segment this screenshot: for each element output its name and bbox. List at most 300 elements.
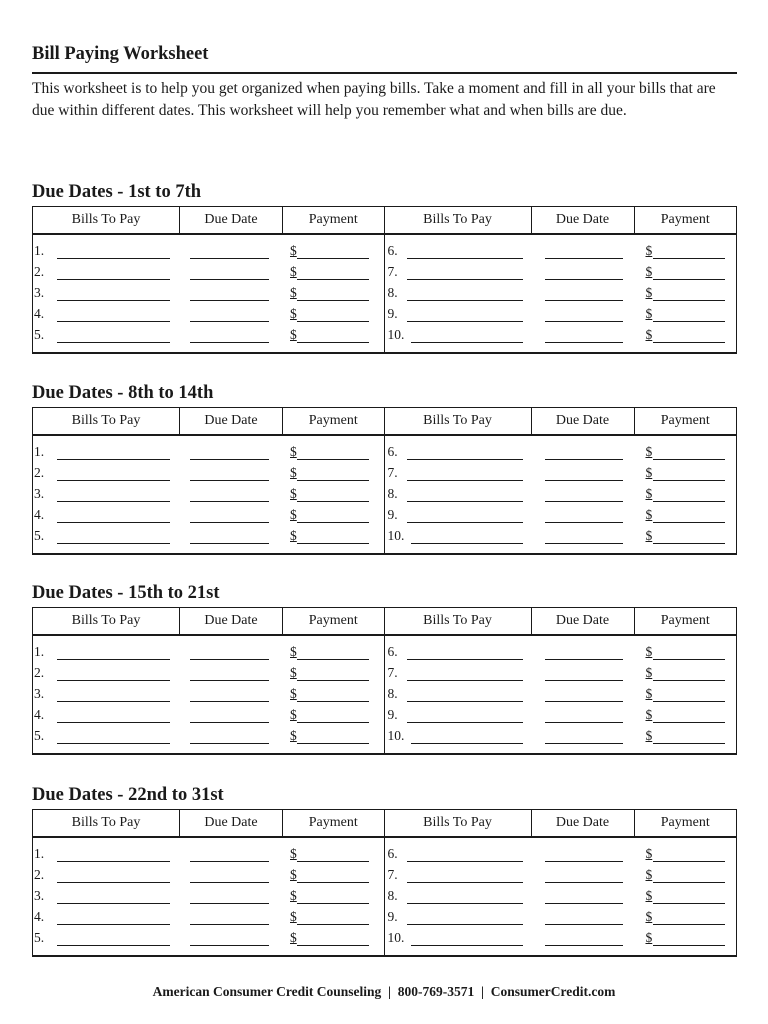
dollar-sign: $ — [290, 728, 297, 743]
bill-name-field[interactable] — [57, 459, 170, 460]
bill-name-field[interactable] — [407, 501, 523, 502]
row-number: 10. — [387, 327, 405, 342]
column-header-payment: Payment — [634, 810, 737, 836]
table-row — [33, 906, 384, 927]
table-row — [33, 864, 384, 885]
column-header-bills: Bills To Pay — [423, 613, 492, 628]
bill-name-field[interactable] — [57, 680, 170, 681]
table-row — [33, 261, 384, 282]
payment-amount-field[interactable] — [297, 924, 369, 925]
payment-amount-field[interactable] — [653, 701, 725, 702]
right-column-group — [385, 810, 737, 955]
payment-amount-field[interactable] — [297, 861, 369, 862]
dollar-sign: $ — [645, 888, 653, 903]
dollar-sign: $ — [290, 306, 297, 321]
bill-name-field[interactable] — [411, 543, 523, 544]
bill-name-field[interactable] — [57, 924, 170, 925]
row-number: 7. — [387, 264, 398, 279]
table-rows — [385, 838, 737, 948]
row-number: 6. — [387, 644, 398, 659]
due-date-field[interactable] — [545, 258, 623, 259]
row-number: 1. — [34, 644, 45, 659]
bill-name-field[interactable] — [57, 543, 170, 544]
row-number: 10. — [387, 528, 405, 543]
table-row — [385, 927, 737, 948]
row-number: 5. — [34, 327, 45, 342]
dollar-sign: $ — [290, 909, 297, 924]
column-header-bills: Bills To Pay — [423, 413, 492, 428]
row-number: 1. — [34, 243, 45, 258]
column-header-payment: Payment — [634, 608, 737, 634]
payment-amount-field[interactable] — [653, 861, 725, 862]
table-row — [33, 662, 384, 683]
table-row — [33, 704, 384, 725]
due-date-field[interactable] — [190, 342, 269, 343]
bill-name-field[interactable] — [407, 321, 523, 322]
table-row — [385, 483, 737, 504]
table-row — [33, 843, 384, 864]
bill-name-field[interactable] — [57, 722, 170, 723]
due-date-field[interactable] — [545, 480, 623, 481]
dollar-sign: $ — [645, 686, 653, 701]
payment-amount-field[interactable] — [297, 501, 369, 502]
column-header-bills: Bills To Pay — [71, 212, 141, 227]
footer — [0, 984, 768, 1000]
page-title: Bill Paying Worksheet — [32, 44, 209, 64]
bill-name-field[interactable] — [57, 342, 170, 343]
dollar-sign: $ — [290, 285, 297, 300]
due-date-field[interactable] — [545, 903, 623, 904]
table-row — [33, 441, 384, 462]
dollar-sign: $ — [290, 444, 297, 459]
due-date-field[interactable] — [545, 300, 623, 301]
row-number: 1. — [34, 444, 45, 459]
row-number: 4. — [34, 306, 45, 321]
payment-amount-field[interactable] — [653, 543, 725, 544]
right-column-group — [385, 207, 737, 352]
bills-table — [32, 809, 737, 957]
intro-text: This worksheet is to help you get organized when paying bills. Take a moment and fill in all your bills that are due within different dates. This worksheet will help you remember what and when bills are due. — [32, 80, 716, 119]
due-date-field[interactable] — [190, 743, 269, 744]
dollar-sign: $ — [645, 264, 653, 279]
table-header-row — [385, 810, 737, 838]
payment-amount-field[interactable] — [297, 882, 369, 883]
dollar-sign: $ — [290, 707, 297, 722]
due-date-field[interactable] — [190, 459, 269, 460]
due-dates-section — [32, 579, 737, 755]
bill-name-field[interactable] — [57, 861, 170, 862]
due-dates-section — [32, 781, 737, 957]
payment-amount-field[interactable] — [297, 342, 369, 343]
bills-table — [32, 407, 737, 555]
bill-name-field[interactable] — [411, 342, 523, 343]
row-number: 3. — [34, 486, 45, 501]
payment-amount-field[interactable] — [653, 522, 725, 523]
bill-name-field[interactable] — [407, 522, 523, 523]
row-number: 7. — [387, 465, 398, 480]
row-number: 9. — [387, 707, 398, 722]
table-rows — [385, 436, 737, 546]
row-number: 6. — [387, 444, 398, 459]
row-number: 6. — [387, 243, 398, 258]
bills-table — [32, 607, 737, 755]
dollar-sign: $ — [645, 707, 653, 722]
left-column-group — [33, 408, 385, 553]
payment-amount-field[interactable] — [297, 543, 369, 544]
dollar-sign: $ — [645, 507, 653, 522]
table-row — [385, 683, 737, 704]
row-number: 3. — [34, 888, 45, 903]
bill-name-field[interactable] — [57, 501, 170, 502]
due-date-field[interactable] — [545, 924, 623, 925]
due-date-field[interactable] — [545, 861, 623, 862]
due-date-field[interactable] — [545, 680, 623, 681]
dollar-sign: $ — [290, 486, 297, 501]
payment-amount-field[interactable] — [297, 903, 369, 904]
column-header-due-date: Due Date — [179, 608, 282, 634]
row-number: 4. — [34, 909, 45, 924]
due-date-field[interactable] — [545, 459, 623, 460]
column-header-due-date: Due Date — [179, 207, 282, 233]
due-date-field[interactable] — [545, 945, 623, 946]
table-row — [385, 324, 737, 345]
row-number: 10. — [387, 728, 405, 743]
payment-amount-field[interactable] — [297, 945, 369, 946]
table-row — [33, 683, 384, 704]
due-date-field[interactable] — [190, 861, 269, 862]
table-row — [385, 906, 737, 927]
due-date-field[interactable] — [190, 701, 269, 702]
bill-name-field[interactable] — [57, 258, 170, 259]
table-header-row — [33, 408, 384, 436]
dollar-sign: $ — [290, 930, 297, 945]
bill-name-field[interactable] — [411, 945, 523, 946]
dollar-sign: $ — [645, 486, 653, 501]
bill-name-field[interactable] — [407, 300, 523, 301]
dollar-sign: $ — [645, 306, 653, 321]
due-date-field[interactable] — [190, 945, 269, 946]
row-number: 8. — [387, 285, 398, 300]
due-date-field[interactable] — [545, 722, 623, 723]
payment-amount-field[interactable] — [297, 701, 369, 702]
due-date-field[interactable] — [545, 342, 623, 343]
row-number: 8. — [387, 686, 398, 701]
bill-name-field[interactable] — [407, 903, 523, 904]
due-date-field[interactable] — [190, 300, 269, 301]
table-row — [385, 240, 737, 261]
dollar-sign: $ — [645, 327, 653, 342]
dollar-sign: $ — [290, 665, 297, 680]
column-header-due-date: Due Date — [531, 608, 634, 634]
bill-name-field[interactable] — [407, 924, 523, 925]
row-number: 5. — [34, 528, 45, 543]
left-column-group — [33, 207, 385, 352]
due-date-field[interactable] — [190, 480, 269, 481]
column-header-bills: Bills To Pay — [423, 212, 492, 227]
bill-name-field[interactable] — [57, 480, 170, 481]
table-row — [385, 462, 737, 483]
payment-amount-field[interactable] — [653, 743, 725, 744]
table-row — [385, 261, 737, 282]
section-heading: Due Dates - 22nd to 31st — [32, 785, 224, 805]
bill-name-field[interactable] — [57, 321, 170, 322]
bills-table — [32, 206, 737, 354]
payment-amount-field[interactable] — [297, 743, 369, 744]
due-date-field[interactable] — [190, 258, 269, 259]
due-date-field[interactable] — [545, 321, 623, 322]
payment-amount-field[interactable] — [297, 522, 369, 523]
dollar-sign: $ — [645, 846, 653, 861]
title-rule — [32, 72, 737, 74]
table-row — [33, 462, 384, 483]
dollar-sign: $ — [290, 644, 297, 659]
column-header-bills: Bills To Pay — [71, 815, 141, 830]
bill-name-field[interactable] — [411, 743, 523, 744]
bill-name-field[interactable] — [407, 861, 523, 862]
payment-amount-field[interactable] — [653, 722, 725, 723]
column-header-due-date: Due Date — [531, 408, 634, 434]
row-number: 7. — [387, 665, 398, 680]
due-date-field[interactable] — [190, 522, 269, 523]
row-number: 2. — [34, 665, 45, 680]
dollar-sign: $ — [645, 665, 653, 680]
payment-amount-field[interactable] — [653, 300, 725, 301]
table-row — [385, 641, 737, 662]
bill-name-field[interactable] — [57, 903, 170, 904]
dollar-sign: $ — [645, 867, 653, 882]
payment-amount-field[interactable] — [297, 321, 369, 322]
row-number: 3. — [34, 285, 45, 300]
table-header-row — [33, 608, 384, 636]
row-number: 5. — [34, 728, 45, 743]
table-header-row — [385, 608, 737, 636]
dollar-sign: $ — [645, 644, 653, 659]
bill-name-field[interactable] — [57, 659, 170, 660]
table-row — [33, 725, 384, 746]
dollar-sign: $ — [645, 243, 653, 258]
bill-name-field[interactable] — [407, 659, 523, 660]
row-number: 2. — [34, 465, 45, 480]
due-date-field[interactable] — [190, 543, 269, 544]
payment-amount-field[interactable] — [653, 480, 725, 481]
due-date-field[interactable] — [190, 924, 269, 925]
footer-company: American Consumer Credit Counseling — [152, 984, 382, 999]
bill-name-field[interactable] — [57, 701, 170, 702]
column-header-payment: Payment — [282, 608, 384, 634]
table-header-row — [385, 408, 737, 436]
dollar-sign: $ — [645, 528, 653, 543]
table-row — [33, 927, 384, 948]
due-date-field[interactable] — [190, 501, 269, 502]
dollar-sign: $ — [290, 528, 297, 543]
section-heading: Due Dates - 1st to 7th — [32, 182, 202, 202]
table-row — [385, 704, 737, 725]
table-row — [385, 504, 737, 525]
table-row — [33, 240, 384, 261]
payment-amount-field[interactable] — [297, 300, 369, 301]
column-header-due-date: Due Date — [531, 207, 634, 233]
payment-amount-field[interactable] — [653, 659, 725, 660]
right-column-group — [385, 408, 737, 553]
row-number: 1. — [34, 846, 45, 861]
column-header-bills: Bills To Pay — [71, 613, 141, 628]
bill-name-field[interactable] — [407, 882, 523, 883]
due-date-field[interactable] — [190, 680, 269, 681]
due-date-field[interactable] — [545, 882, 623, 883]
row-number: 4. — [34, 507, 45, 522]
column-header-due-date: Due Date — [179, 810, 282, 836]
due-date-field[interactable] — [545, 659, 623, 660]
table-row — [33, 303, 384, 324]
due-date-field[interactable] — [545, 501, 623, 502]
table-row — [385, 843, 737, 864]
bill-name-field[interactable] — [407, 480, 523, 481]
row-number: 4. — [34, 707, 45, 722]
row-number: 8. — [387, 486, 398, 501]
payment-amount-field[interactable] — [297, 722, 369, 723]
row-number: 9. — [387, 507, 398, 522]
payment-amount-field[interactable] — [653, 342, 725, 343]
payment-amount-field[interactable] — [653, 459, 725, 460]
dollar-sign: $ — [645, 285, 653, 300]
column-header-payment: Payment — [634, 408, 737, 434]
column-header-bills: Bills To Pay — [423, 815, 492, 830]
bill-name-field[interactable] — [57, 882, 170, 883]
due-dates-section — [32, 178, 737, 354]
row-number: 2. — [34, 264, 45, 279]
due-date-field[interactable] — [545, 743, 623, 744]
footer-separator: | — [388, 984, 391, 999]
payment-amount-field[interactable] — [653, 279, 725, 280]
payment-amount-field[interactable] — [653, 903, 725, 904]
table-rows — [385, 235, 737, 345]
left-column-group — [33, 608, 385, 753]
dollar-sign: $ — [290, 264, 297, 279]
footer-phone: 800-769-3571 — [397, 984, 475, 999]
table-row — [33, 483, 384, 504]
table-rows — [33, 636, 384, 746]
right-column-group — [385, 608, 737, 753]
dollar-sign: $ — [645, 728, 653, 743]
payment-amount-field[interactable] — [653, 501, 725, 502]
payment-amount-field[interactable] — [653, 258, 725, 259]
due-date-field[interactable] — [190, 321, 269, 322]
payment-amount-field[interactable] — [653, 924, 725, 925]
payment-amount-field[interactable] — [653, 945, 725, 946]
dollar-sign: $ — [290, 888, 297, 903]
table-row — [385, 441, 737, 462]
section-heading: Due Dates - 15th to 21st — [32, 583, 220, 603]
row-number: 7. — [387, 867, 398, 882]
bill-name-field[interactable] — [407, 680, 523, 681]
bill-name-field[interactable] — [57, 279, 170, 280]
table-row — [385, 864, 737, 885]
payment-amount-field[interactable] — [653, 321, 725, 322]
bill-name-field[interactable] — [407, 258, 523, 259]
row-number: 6. — [387, 846, 398, 861]
table-row — [385, 525, 737, 546]
dollar-sign: $ — [290, 867, 297, 882]
row-number: 9. — [387, 306, 398, 321]
due-dates-section — [32, 379, 737, 555]
dollar-sign: $ — [645, 909, 653, 924]
dollar-sign: $ — [290, 465, 297, 480]
bill-name-field[interactable] — [407, 279, 523, 280]
payment-amount-field[interactable] — [297, 459, 369, 460]
section-heading: Due Dates - 8th to 14th — [32, 383, 214, 403]
bill-name-field[interactable] — [407, 459, 523, 460]
row-number: 10. — [387, 930, 405, 945]
dollar-sign: $ — [290, 846, 297, 861]
table-header-row — [33, 810, 384, 838]
payment-amount-field[interactable] — [297, 480, 369, 481]
table-row — [385, 282, 737, 303]
table-row — [33, 504, 384, 525]
column-header-payment: Payment — [282, 207, 384, 233]
due-date-field[interactable] — [545, 543, 623, 544]
table-row — [33, 525, 384, 546]
due-date-field[interactable] — [190, 279, 269, 280]
due-date-field[interactable] — [190, 659, 269, 660]
due-date-field[interactable] — [545, 279, 623, 280]
column-header-due-date: Due Date — [179, 408, 282, 434]
payment-amount-field[interactable] — [653, 882, 725, 883]
bill-name-field[interactable] — [57, 945, 170, 946]
due-date-field[interactable] — [190, 882, 269, 883]
left-column-group — [33, 810, 385, 955]
column-header-payment: Payment — [282, 408, 384, 434]
column-header-bills: Bills To Pay — [71, 413, 141, 428]
bill-name-field[interactable] — [57, 300, 170, 301]
row-number: 8. — [387, 888, 398, 903]
due-date-field[interactable] — [190, 722, 269, 723]
column-header-due-date: Due Date — [531, 810, 634, 836]
table-header-row — [33, 207, 384, 235]
due-date-field[interactable] — [545, 522, 623, 523]
table-row — [33, 885, 384, 906]
table-row — [385, 885, 737, 906]
column-header-payment: Payment — [282, 810, 384, 836]
table-rows — [385, 636, 737, 746]
payment-amount-field[interactable] — [297, 659, 369, 660]
dollar-sign: $ — [645, 444, 653, 459]
footer-website: ConsumerCredit.com — [490, 984, 616, 999]
row-number: 2. — [34, 867, 45, 882]
table-row — [385, 662, 737, 683]
payment-amount-field[interactable] — [653, 680, 725, 681]
table-rows — [33, 235, 384, 345]
column-header-payment: Payment — [634, 207, 737, 233]
dollar-sign: $ — [645, 465, 653, 480]
dollar-sign: $ — [290, 243, 297, 258]
table-rows — [33, 838, 384, 948]
table-rows — [33, 436, 384, 546]
dollar-sign: $ — [290, 507, 297, 522]
table-row — [33, 641, 384, 662]
bill-name-field[interactable] — [57, 522, 170, 523]
payment-amount-field[interactable] — [297, 680, 369, 681]
bill-name-field[interactable] — [407, 701, 523, 702]
bill-name-field[interactable] — [57, 743, 170, 744]
row-number: 3. — [34, 686, 45, 701]
payment-amount-field[interactable] — [297, 258, 369, 259]
row-number: 9. — [387, 909, 398, 924]
due-date-field[interactable] — [190, 903, 269, 904]
bill-name-field[interactable] — [407, 722, 523, 723]
table-row — [385, 303, 737, 324]
payment-amount-field[interactable] — [297, 279, 369, 280]
due-date-field[interactable] — [545, 701, 623, 702]
